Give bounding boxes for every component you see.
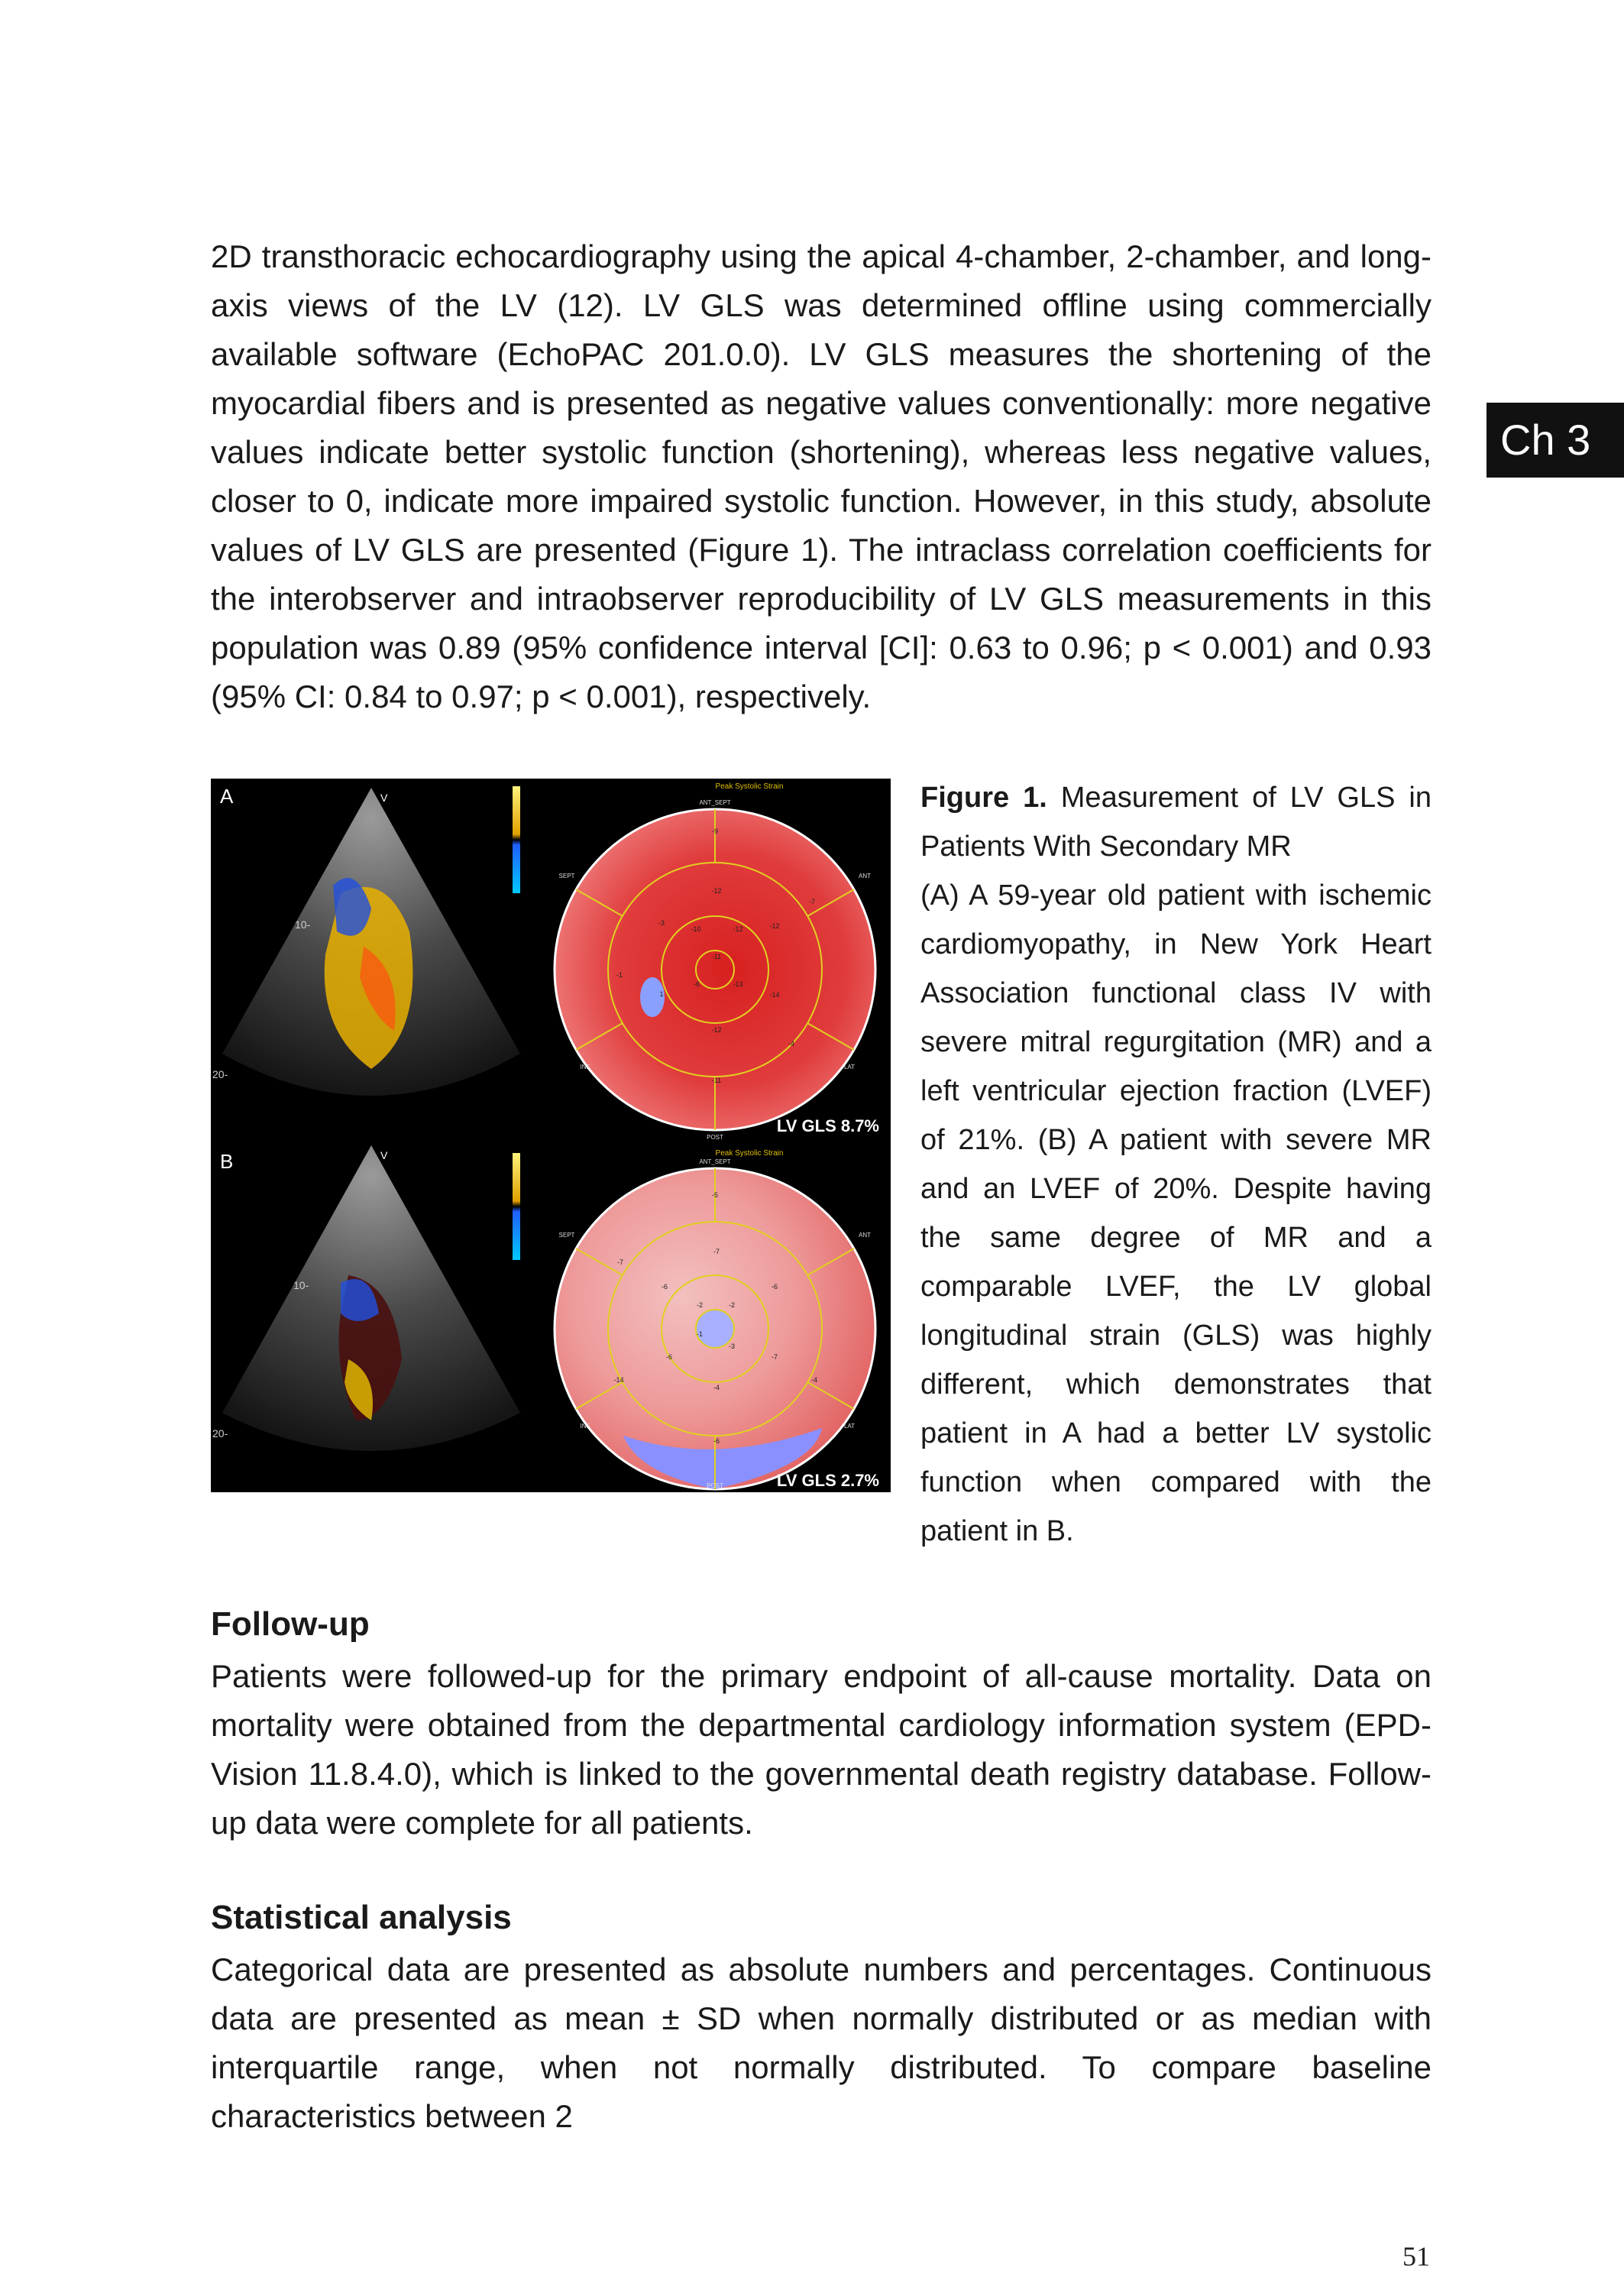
- panel-b-echo: [212, 1145, 520, 1451]
- panel-a-echo: [212, 785, 520, 1096]
- b-seg-post: POST: [707, 1482, 723, 1489]
- b-val-8: -3: [728, 1342, 736, 1350]
- panel-a-letter: A: [220, 785, 234, 808]
- intro-paragraph: 2D transthoracic echocardiography using the apical 4-chamber, 2-chamber, and long-axis views of the LV (12). LV GLS was determined offline using commercially available software (EchoPAC 201.0.0). LV GLS measures the shortening of the myocardial fibers and is presented as negative values conventionally: more negative values indicate better systolic function (shortening), whereas less negative values, closer to 0, indicate more impaired systolic function. However, in this study, absolute values of LV GLS are presented (Figure 1). The intraclass correlation coefficients for the interobserver and intraobserver reproducibility of LV GLS measurements in this population was 0.89 (95% confidence interval [CI]: 0.63 to 0.96; p < 0.001) and 0.93 (95% CI: 0.84 to 0.97; p < 0.001), respectively.: [211, 238, 1432, 714]
- b-val-5: -2: [728, 1301, 736, 1309]
- figure-title: Measurement of LV GLS in Patients With Secondary MR: [920, 782, 1432, 863]
- a-val-5: -12: [733, 925, 743, 933]
- b-val-3: -6: [661, 1283, 668, 1291]
- b-val-9: -6: [665, 1353, 673, 1361]
- panel-b-map-title: Peak Systolic Strain: [715, 1149, 784, 1158]
- b-seg-lat: LAT: [843, 1423, 856, 1430]
- a-val-6: -12: [769, 922, 780, 930]
- a-val-9: 1: [659, 990, 664, 998]
- a-seg-sept: SEPT: [558, 873, 575, 879]
- a-val-10: -6: [693, 980, 700, 988]
- b-val-0: -5: [711, 1191, 719, 1199]
- panel-b-scale-top: V: [380, 1149, 388, 1161]
- panel-a-colorbar: [513, 786, 520, 893]
- a-seg-post: POST: [707, 1134, 723, 1141]
- b-val-10: -14: [613, 1376, 624, 1384]
- a-val-7: -11: [711, 953, 722, 960]
- panel-b-depth-20: 20-: [212, 1427, 228, 1440]
- panel-b-depth-10: 10-: [293, 1279, 309, 1291]
- a-val-14: -11: [711, 1077, 722, 1084]
- a-val-12: -14: [769, 991, 780, 999]
- b-val-13: -4: [810, 1376, 818, 1384]
- a-val-2: -12: [711, 887, 722, 895]
- followup-paragraph: Patients were followed-up for the primary endpoint of all-cause mortality. Data on mortality were obtained from the departmental cardiology information system (EPD-Vision 11.8.4.0), which is linked to the governmental death registry database. Follow-up data were complete for all patients.: [211, 1658, 1432, 1841]
- panel-a-scale-top: V: [380, 792, 388, 804]
- b-val-14: -6: [713, 1437, 720, 1445]
- a-val-15: -4: [788, 1040, 795, 1048]
- panel-a-gls-label: LV GLS 8.7%: [776, 1116, 879, 1135]
- page-number: 51: [1402, 2241, 1430, 2272]
- a-seg-ant: ANT: [859, 873, 871, 879]
- figure-caption: [920, 773, 1432, 1556]
- a-seg-lat: LAT: [843, 1064, 856, 1070]
- b-seg-antsept: ANT_SEPT: [699, 1158, 731, 1165]
- a-val-8: -1: [616, 971, 623, 979]
- b-val-11: -7: [771, 1353, 778, 1361]
- panel-b-gls-label: LV GLS 2.7%: [776, 1471, 879, 1490]
- a-seg-inf: INF: [580, 1064, 590, 1070]
- a-val-11: -13: [733, 980, 743, 988]
- panel-a-depth-10: 10-: [295, 918, 311, 931]
- figure-description: (A) A 59-year old patient with ischemic cardiomyopathy, in New York Heart Association functional class IV with severe mitral regurgitation (MR) and a left ventricular ejection fraction (LVEF) of 21%. (B) A patient with severe MR and an LVEF of 20%. Despite having the same degree of MR and a comparable LVEF, the LV global longitudinal strain (GLS) was highly different, which demonstrates that patient in A had a better LV systolic function when compared with the patient in B.: [920, 879, 1432, 1547]
- b-val-4: -2: [696, 1301, 704, 1309]
- panel-a-bullseye: [555, 782, 879, 1141]
- b-val-6: -6: [771, 1283, 778, 1291]
- a-val-1: -3: [658, 919, 665, 927]
- statistics-heading: Statistical analysis: [211, 1899, 512, 1936]
- b-seg-inf: INF: [580, 1423, 590, 1430]
- statistics-paragraph: Categorical data are presented as absolute numbers and percentages. Continuous data are presented as mean ± SD when normally distributed or as median with interquartile range, when not normally distributed. To compare baseline characteristics between 2: [211, 1951, 1432, 2134]
- a-val-0: -9: [711, 827, 719, 835]
- panel-b-colorbar: [513, 1153, 520, 1260]
- b-val-12: -4: [713, 1384, 720, 1391]
- a-val-3: -7: [808, 898, 816, 905]
- panel-b-bullseye: [555, 1149, 879, 1490]
- chapter-tab: Ch 3: [1487, 403, 1624, 478]
- figure-1-image: [211, 779, 891, 1492]
- figure-label: Figure 1.: [920, 782, 1047, 814]
- b-seg-sept: SEPT: [558, 1232, 575, 1239]
- a-val-4: -10: [691, 925, 701, 933]
- a-val-13: -12: [711, 1026, 722, 1034]
- panel-a-map-title: Peak Systolic Strain: [715, 782, 784, 791]
- panel-a-depth-20: 20-: [212, 1068, 228, 1080]
- panel-b-letter: B: [220, 1150, 234, 1173]
- b-val-2: -7: [713, 1248, 720, 1255]
- followup-heading: Follow-up: [211, 1605, 370, 1643]
- b-val-1: -7: [616, 1258, 624, 1266]
- b-val-7: -1: [696, 1330, 704, 1338]
- a-seg-antsept: ANT_SEPT: [699, 799, 731, 806]
- b-seg-ant: ANT: [859, 1232, 871, 1239]
